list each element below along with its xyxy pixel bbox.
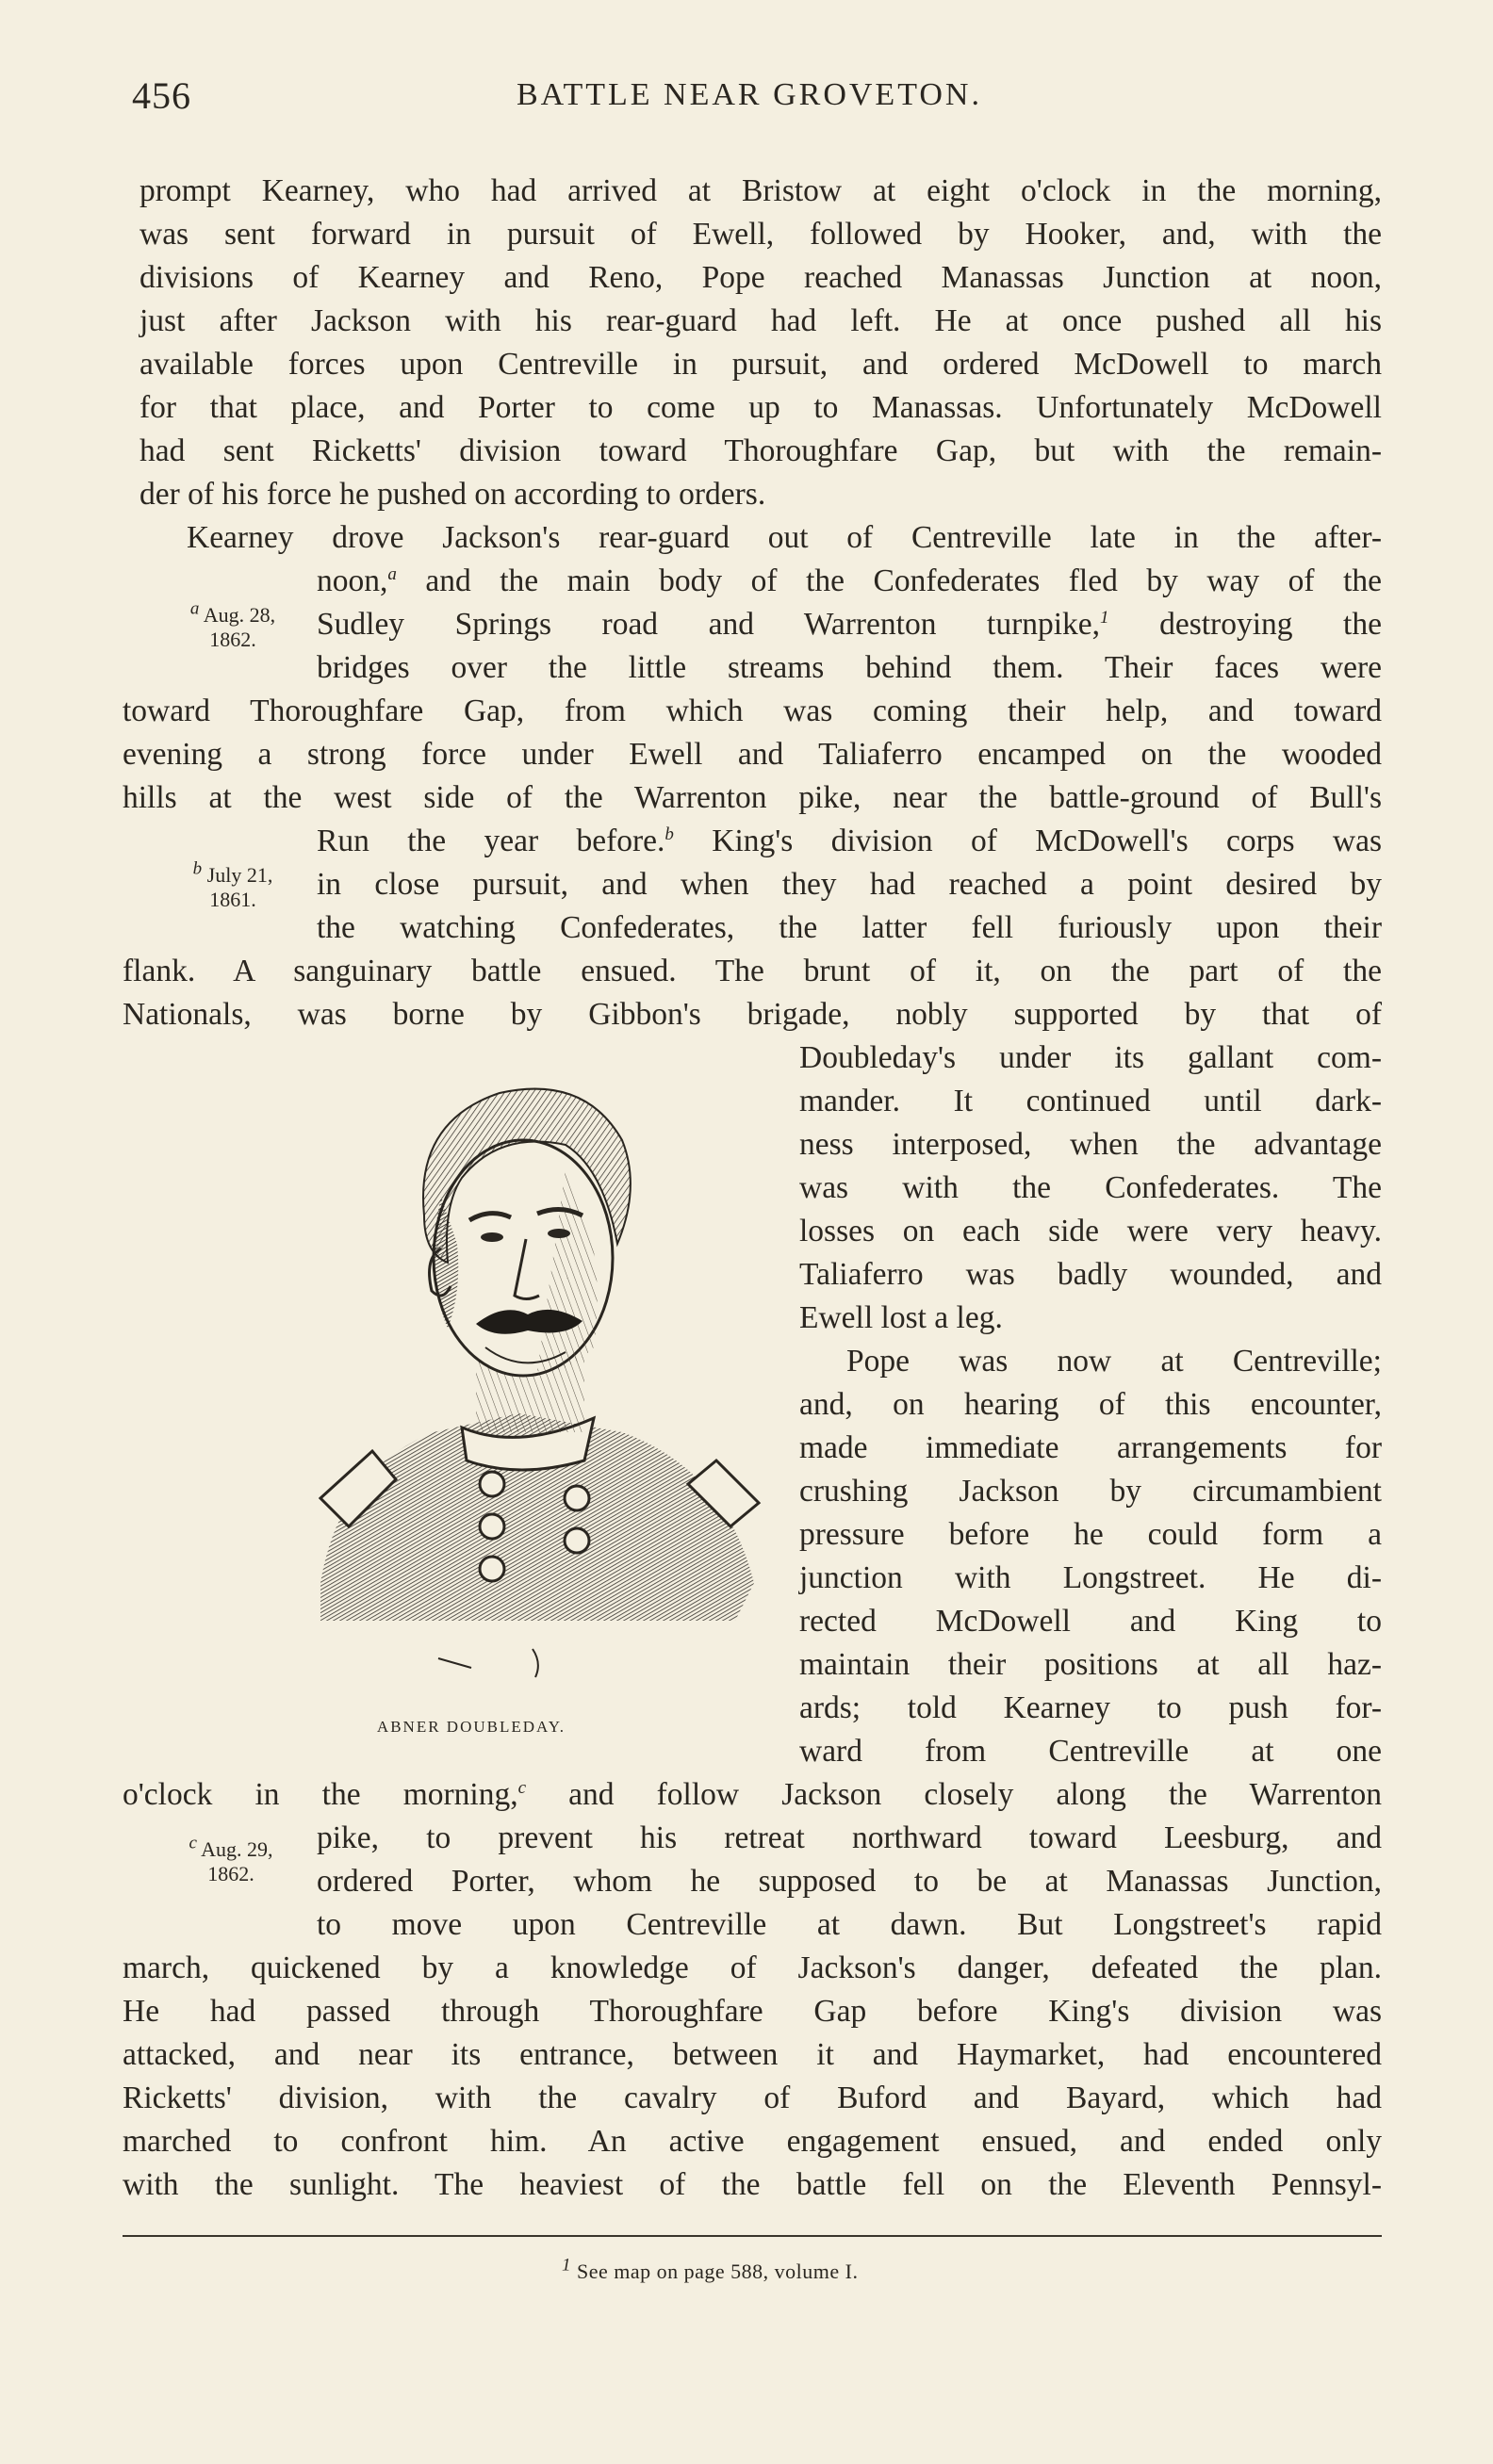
- text-line: march, quickened by a knowledge of Jackson's danger, defeated the plan.: [123, 1950, 1382, 1985]
- text-line: was with the Confederates. The: [799, 1170, 1382, 1205]
- footnote-divider: [123, 2235, 1382, 2237]
- margin-date-note: [172, 858, 294, 912]
- text-line: mander. It continued until dark-: [799, 1084, 1382, 1118]
- text-line: Nationals, was borne by Gibbon's brigade, nobly supported by that of: [123, 997, 1382, 1032]
- text-fragment: o'clock in the morning,: [123, 1777, 518, 1812]
- text-line: just after Jackson with his rear-guard had left. He at once pushed all his: [139, 303, 1382, 338]
- text-fragment: and follow Jackson closely along the Warrenton: [526, 1777, 1382, 1812]
- text-fragment: and the main body of the Confederates fled by way of the: [396, 563, 1382, 598]
- text-line: Kearney drove Jackson's rear-guard out of Centreville late in the after-: [187, 520, 1382, 555]
- text-fragment: Run the year before.: [317, 824, 665, 858]
- margin-note-marker: b: [192, 858, 203, 879]
- text-fragment: King's division of McDowell's corps was: [673, 824, 1382, 858]
- footnote-text: See map on page 588, volume I.: [577, 2260, 859, 2283]
- text-line: hills at the west side of the Warrenton pike, near the battle-ground of Bull's: [123, 780, 1382, 815]
- margin-date-note: [170, 1833, 292, 1886]
- text-line: bridges over the little streams behind them. Their faces were: [317, 650, 1382, 685]
- text-line: ards; told Kearney to push for-: [799, 1690, 1382, 1725]
- text-line: flank. A sanguinary battle ensued. The brunt of it, on the part of the: [123, 954, 1382, 988]
- text-fragment: Sudley Springs road and Warrenton turnpike,: [317, 607, 1101, 642]
- footnote: [562, 2255, 859, 2284]
- text-line: with the sunlight. The heaviest of the battle fell on the Eleventh Pennsyl-: [123, 2167, 1382, 2202]
- text-line: rected McDowell and King to: [799, 1604, 1382, 1639]
- text-line: Doubleday's under its gallant com-: [799, 1040, 1382, 1075]
- text-line: junction with Longstreet. He di-: [799, 1560, 1382, 1595]
- text-line: [123, 1773, 1382, 1817]
- text-line: and, on hearing of this encounter,: [799, 1387, 1382, 1422]
- text-line: pressure before he could form a: [799, 1517, 1382, 1552]
- text-line: [317, 560, 1382, 603]
- margin-note-date: Aug. 29,: [201, 1837, 273, 1861]
- text-line: ward from Centreville at one: [799, 1734, 1382, 1769]
- text-line: was sent forward in pursuit of Ewell, followed by Hooker, and, with the: [139, 217, 1382, 252]
- footnote-marker: 1: [562, 2255, 571, 2276]
- margin-note-marker: c: [189, 1833, 197, 1853]
- text-line: to move upon Centreville at dawn. But Longstreet's rapid: [317, 1907, 1382, 1942]
- text-line: He had passed through Thoroughfare Gap before King's division was: [123, 1994, 1382, 2029]
- text-line: [317, 820, 1382, 863]
- running-head: BATTLE NEAR GROVETON.: [517, 77, 982, 112]
- text-line: marched to confront him. An active engagement ensued, and ended only: [123, 2124, 1382, 2159]
- text-line: Pope was now at Centreville;: [846, 1344, 1382, 1379]
- margin-note-year: 1862.: [209, 628, 256, 651]
- text-line: [317, 603, 1382, 646]
- text-line: Ricketts' division, with the cavalry of Buford and Bayard, which had: [123, 2081, 1382, 2115]
- text-line: toward Thoroughfare Gap, from which was coming their help, and toward: [123, 694, 1382, 728]
- text-line: attacked, and near its entrance, between it and Haymarket, had encountered: [123, 2037, 1382, 2072]
- page-number: 456: [132, 74, 191, 117]
- text-line: ordered Porter, whom he supposed to be at Manassas Junction,: [317, 1864, 1382, 1899]
- text-line: the watching Confederates, the latter fell furiously upon their: [317, 910, 1382, 945]
- text-fragment: noon,: [317, 563, 388, 598]
- text-line: available forces upon Centreville in pursuit, and ordered McDowell to march: [139, 347, 1382, 382]
- text-line: in close pursuit, and when they had reached a point desired by: [317, 867, 1382, 902]
- text-line: Taliaferro was badly wounded, and: [799, 1257, 1382, 1292]
- margin-date-note: [172, 598, 294, 652]
- margin-note-marker: a: [189, 598, 200, 619]
- text-line: had sent Ricketts' division toward Thoroughfare Gap, but with the remain-: [139, 433, 1382, 468]
- text-line: pike, to prevent his retreat northward toward Leesburg, and: [317, 1820, 1382, 1855]
- margin-note-year: 1862.: [207, 1862, 254, 1885]
- text-line: divisions of Kearney and Reno, Pope reached Manassas Junction at noon,: [139, 260, 1382, 295]
- margin-note-year: 1861.: [209, 888, 256, 911]
- text-line: ness interposed, when the advantage: [799, 1127, 1382, 1162]
- text-fragment: destroying the: [1108, 607, 1382, 642]
- text-line: made immediate arrangements for: [799, 1430, 1382, 1465]
- text-line: Ewell lost a leg.: [799, 1300, 1003, 1335]
- footnote-ref: c: [517, 1777, 527, 1798]
- text-line: for that place, and Porter to come up to Manassas. Unfortunately McDowell: [139, 390, 1382, 425]
- text-line: evening a strong force under Ewell and Taliaferro encamped on the wooded: [123, 737, 1382, 772]
- margin-note-date: Aug. 28,: [203, 603, 276, 627]
- portrait-caption: ABNER DOUBLEDAY.: [376, 1718, 566, 1736]
- footnote-ref: b: [664, 824, 674, 844]
- text-line: prompt Kearney, who had arrived at Bristow at eight o'clock in the morning,: [139, 173, 1382, 208]
- text-line: crushing Jackson by circumambient: [799, 1474, 1382, 1509]
- text-line: losses on each side were very heavy.: [799, 1214, 1382, 1248]
- portrait-illustration: [283, 1055, 773, 1696]
- text-line: maintain their positions at all haz-: [799, 1647, 1382, 1682]
- margin-note-date: July 21,: [206, 863, 273, 887]
- footnote-ref: 1: [1100, 607, 1109, 628]
- footnote-ref: a: [387, 563, 397, 584]
- text-line: der of his force he pushed on according to orders.: [139, 477, 766, 512]
